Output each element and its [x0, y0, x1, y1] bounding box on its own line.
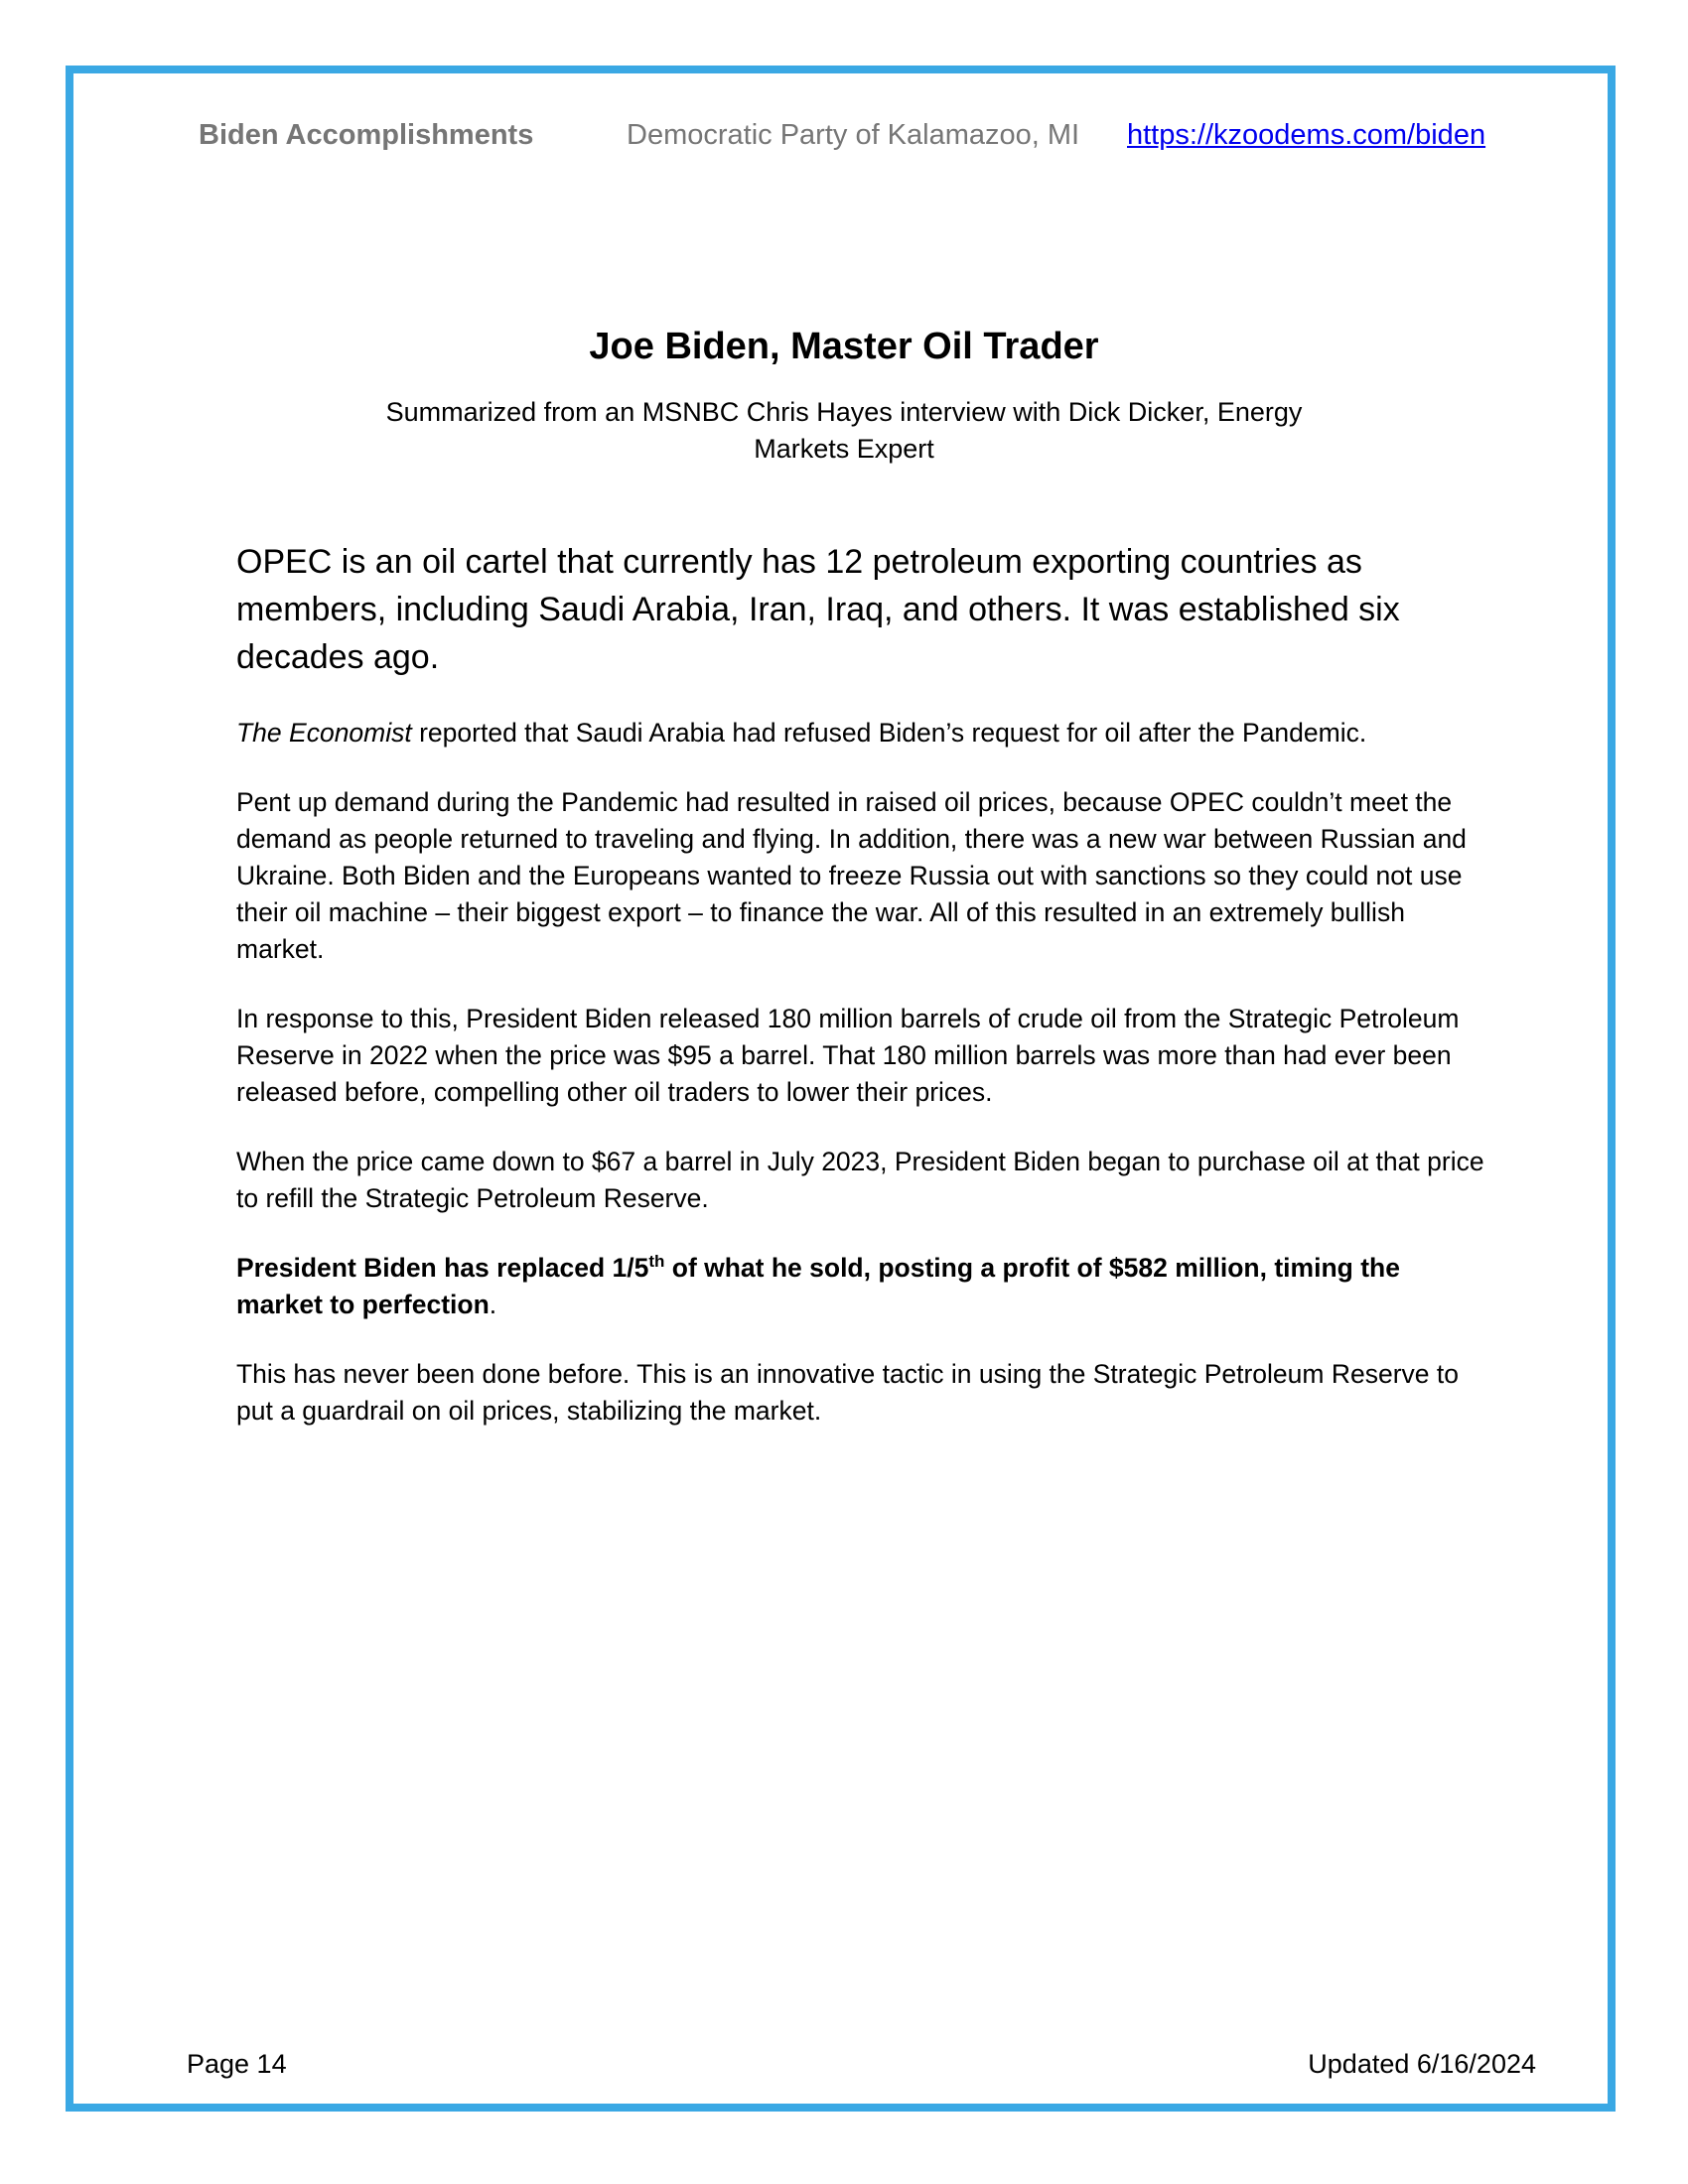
paragraph-profit [236, 1250, 1489, 1323]
paragraph-conclusion: This has never been done before. This is an innovative tactic in using the Strategic Petroleum Reserve to put a guardrail on oil prices, stabilizing the market. [236, 1359, 1459, 1426]
profit-text-end: of what he sold, posting a profit of $582 million, timing the market to perfection [236, 1253, 1400, 1319]
profit-text-start: President Biden has replaced 1/5 [236, 1253, 649, 1283]
updated-date: Updated 6/16/2024 [1308, 2049, 1536, 2079]
profit-period: . [489, 1290, 497, 1319]
document-body [236, 538, 1489, 1462]
document-subtitle: Summarized from an MSNBC Chris Hayes interview with Dick Dicker, Energy Markets Expert [385, 397, 1303, 464]
paragraph-economist [236, 715, 1489, 751]
header-organization: Democratic Party of Kalamazoo, MI [627, 119, 1080, 151]
paragraph-release: In response to this, President Biden released 180 million barrels of crude oil from the Strategic Petroleum Reserve in 2022 when the price was $95 a barrel. That 180 million barrels was more than had ever been released before, compelling other oil traders to lower their prices. [236, 1004, 1460, 1107]
lead-paragraph: OPEC is an oil cartel that currently has 12 petroleum exporting countries as members, including Saudi Arabia, Iran, Iraq, and others. It was established six decades ago. [236, 543, 1400, 676]
paragraph-demand: Pent up demand during the Pandemic had resulted in raised oil prices, because OPEC couldn’t meet the demand as people returned to traveling and flying. In addition, there was a new war between Russian and Ukraine. Both Biden and the Europeans wanted to freeze Russia out with sanctions so they could not use their oil machine – their biggest export – to finance the war. All of this resulted in an extremely bullish market. [236, 787, 1467, 964]
page-number: Page 14 [187, 2049, 287, 2079]
document-title: Joe Biden, Master Oil Trader [589, 326, 1099, 367]
header-link[interactable]: https://kzoodems.com/biden [1127, 119, 1486, 151]
header-title: Biden Accomplishments [199, 119, 534, 151]
publication-name: The Economist [236, 718, 412, 748]
paragraph-text: reported that Saudi Arabia had refused Biden’s request for oil after the Pandemic. [411, 718, 1367, 748]
superscript: th [648, 1252, 665, 1272]
paragraph-refill: When the price came down to $67 a barrel in July 2023, President Biden began to purchase oil at that price to refill the Strategic Petroleum Reserve. [236, 1147, 1484, 1213]
